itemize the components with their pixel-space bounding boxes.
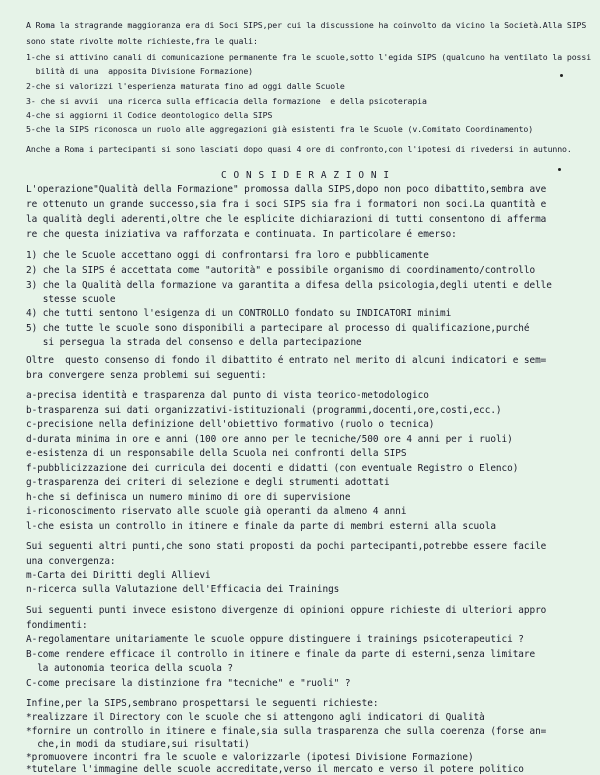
body-line: Oltre questo consenso di fondo il dibattito é entrato nel merito di alcuni indicatori e sem= (26, 355, 547, 366)
body-line: a-precisa identità e trasparenza dal punto di vista teorico-metodologico (26, 390, 429, 401)
intro-line: 2-che si valorizzi l'esperienza maturata fino ad oggi dalle Scuole (26, 81, 345, 91)
intro-line: 4-che si aggiorni il Codice deontologico della SIPS (26, 110, 273, 120)
body-line: stesse scuole (26, 294, 116, 305)
body-line: i-riconoscimento riservato alle scuole già operanti da almeno 4 anni (26, 506, 407, 517)
body-line: h-che si definisca un numero minimo di ore di supervisione (26, 492, 351, 503)
body-line: che,in modi da studiare,sui risultati) (26, 739, 250, 750)
body-line: 5) che tutte le scuole sono disponibili a partecipare al processo di qualificazione,purché (26, 323, 530, 334)
ink-dot (560, 74, 563, 77)
body-line: n-ricerca sulla Valutazione dell'Efficacia dei Trainings (26, 584, 340, 595)
intro-line: 3- che si avvii una ricerca sulla efficacia della formazione e della psicoterapia (26, 96, 427, 106)
section-heading: C O N S I D E R A Z I O N I (221, 170, 390, 181)
body-line: 2) che la SIPS é accettata come "autorità" e possibile organismo di coordinamento/controllo (26, 265, 536, 276)
body-line: b-trasparenza sui dati organizzativi-istituzionali (programmi,docenti,ore,costi,ecc.) (26, 405, 502, 416)
body-line: una convergenza: (26, 556, 116, 567)
body-line: la autonomia teorica della scuola ? (26, 663, 233, 674)
body-line: re ottenuto un grande successo,sia fra i soci SIPS sia fra i formatori non soci.La quantità e (26, 199, 547, 210)
body-line: *realizzare il Directory con le scuole che si attengono agli indicatori di Qualità (26, 712, 485, 723)
intro-line: 1-che si attivino canali di comunicazione permanente fra le scuole,sotto l'egida SIPS (qualcuno ha ventilato la possi (26, 52, 592, 62)
intro-line: Anche a Roma i partecipanti si sono lasciati dopo quasi 4 ore di confronto,con l'ipotesi di rivedersi in autunno. (26, 144, 572, 154)
intro-line: 5-che la SIPS riconosca un ruolo alle aggregazioni già esistenti fra le Scuole (v.Comitato Coordinamento) (26, 124, 534, 134)
body-line: Sui seguenti punti invece esistono divergenze di opinioni oppure richieste di ulteriori appro (26, 605, 547, 616)
intro-line: bilità di una apposita Divisione Formazione) (26, 66, 253, 76)
body-line: e-esistenza di un responsabile della Scuola nei confronti della SIPS (26, 448, 407, 459)
body-line: d-durata minima in ore e anni (100 ore anno per le tecniche/500 ore 4 anni per i ruoli) (26, 434, 513, 445)
body-line: *promuovere incontri fra le scuole e valorizzarle (ipotesi Divisione Formazione) (26, 752, 474, 763)
body-line: Infine,per la SIPS,sembrano prospettarsi le seguenti richieste: (26, 698, 379, 709)
body-line: L'operazione"Qualità della Formazione" promossa dalla SIPS,dopo non poco dibattito,sembra ave (26, 184, 547, 195)
body-line: bra convergere senza problemi sui seguenti: (26, 370, 267, 381)
body-line: *fornire un controllo in itinere e finale,sia sulla trasparenza che sulla coerenza (forse an= (26, 726, 547, 737)
body-line: m-Carta dei Diritti degli Allievi (26, 570, 211, 581)
intro-line: sono state rivolte molte richieste,fra le quali: (26, 36, 258, 46)
body-line: B-come rendere efficace il controllo in itinere e finale da parte di esterni,senza limitare (26, 649, 536, 660)
body-line: 1) che le Scuole accettano oggi di confrontarsi fra loro e pubblicamente (26, 250, 429, 261)
body-line: c-precisione nella definizione dell'obiettivo formativo (ruolo o tecnica) (26, 419, 435, 430)
body-line: fondimenti: (26, 620, 88, 631)
body-line: 3) che la Qualità della formazione va garantita a difesa della psicologia,degli utenti e delle (26, 280, 552, 291)
body-line: Sui seguenti altri punti,che sono stati proposti da pochi partecipanti,potrebbe essere facile (26, 541, 547, 552)
body-line: *tutelare l'immagine delle scuole accreditate,verso il mercato e verso il potere politico (26, 764, 524, 775)
body-line: la qualità degli aderenti,oltre che le esplicite dichiarazioni di tutti consentono di afferma (26, 214, 547, 225)
body-line: 4) che tutti sentono l'esigenza di un CONTROLLO fondato su INDICATORI minimi (26, 308, 452, 319)
body-line: A-regolamentare unitariamente le scuole oppure distinguere i trainings psicoterapeutici ? (26, 634, 524, 645)
body-line: C-come precisare la distinzione fra "tecniche" e "ruoli" ? (26, 678, 351, 689)
body-line: g-trasparenza dei criteri di selezione e degli strumenti adottati (26, 477, 390, 488)
body-line: re che questa iniziativa va rafforzata e continuata. In particolare é emerso: (26, 229, 457, 240)
ink-dot (558, 168, 561, 171)
body-line: f-pubblicizzazione dei curricula dei docenti e didatti (con eventuale Registro o Elenco) (26, 463, 519, 474)
body-line: si persegua la strada del consenso e della partecipazione (26, 337, 362, 348)
body-line: l-che esista un controllo in itinere e finale da parte di membri esterni alla scuola (26, 521, 496, 532)
intro-line: A Roma la stragrande maggioranza era di Soci SIPS,per cui la discussione ha coinvolto da vicino la Società.Alla SIPS (26, 20, 587, 30)
